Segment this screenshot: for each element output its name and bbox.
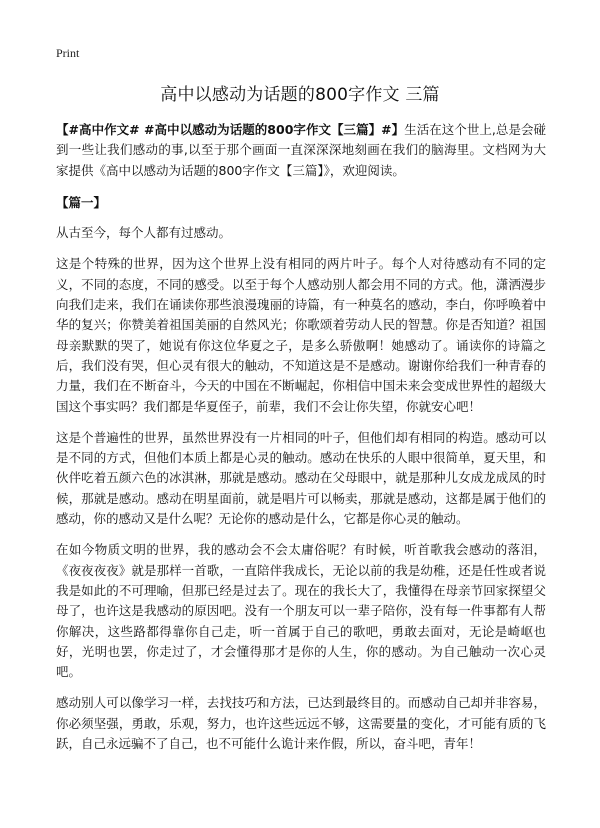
page-title: 高中以感动为话题的800字作文 三篇 [160, 85, 440, 105]
intro-paragraph [56, 120, 546, 181]
paragraph: 这是个特殊的世界，因为这个世界上没有相同的两片叶子。每个人对待感动有不同的定义，不同的态度，不同的感受。以至于每个人感动别人都会用不同的方式。他，潇洒漫步向我们走来，我们在诵读你那些浪漫瑰丽的诗篇，有一种莫名的感动，李白，你呼唤着中华的复兴；你赞美着祖国美丽的自然风光；你歌颂着劳动人民的智慧。你是否知道？祖国母亲默默的哭了，她说有你这位华夏之子，是多么骄傲啊！她感动了。诵读你的诗篇之后，我们没有哭，但心灵有很大的触动，不知道这是不是感动。谢谢你给我们一种青春的力量，我们在不断奋斗，今天的中国在不断崛起，你相信中国未来会变成世界性的超级大国这个事实吗？我们都是华夏侄子，前辈，我们不会让你失望，你就安心吧！ [56, 256, 546, 414]
article-body [56, 120, 546, 765]
section-heading: 【篇一】 [56, 194, 107, 210]
intro-text: 生活在这个世上,总是会碰到一些让我们感动的事,以至于那个画面一直深深深地刻画在我们的脑海里。文档网为大家提供《高中以感动为话题的800字作文【三篇】》，欢迎阅读。 [56, 122, 547, 178]
print-link[interactable]: Print [56, 46, 80, 60]
paragraph: 从古至今，每个人都有过感动。 [56, 225, 232, 241]
paragraph: 这是个普遍性的世界，虽然世界没有一片相同的叶子，但他们却有相同的构造。感动可以是不同的方式，但他们本质上都是心灵的触动。感动在快乐的人眼中很简单，夏天里，和伙伴吃着五颜六色的冰淇淋，那就是感动。感动在父母眼中，就是那种儿女成龙成凤的时候，那就是感动。感动在明星面前，就是唱片可以畅卖，那就是感动，这都是属于他们的感动，你的感动又是什么呢？无论你的感动是什么，它都是你心灵的触动。 [56, 429, 546, 527]
intro-tag: 【#高中作文# #高中以感动为话题的800字作文【三篇】#】 [56, 122, 405, 137]
paragraph: 感动别人可以像学习一样，去找技巧和方法，已达到最终目的。而感动自己却并非容易，你必须坚强，勇敢，乐观，努力，也许这些远远不够，这需要量的变化，才可能有质的飞跃，自己永远骗不了自己，也不可能什么诡计来作假，所以，奋斗吧，青年！ [56, 695, 546, 752]
paragraph: 在如今物质文明的世界，我的感动会不会太庸俗呢？有时候，听首歌我会感动的落泪，《夜夜夜夜》就是那样一首歌，一直陪伴我成长，无论以前的我是幼稚，还是任性或者说我是如此的不可理喻，但那已经是过去了。现在的我长大了，我懂得在母亲节回家探望父母了，也许这是我感动的原因吧。没有一个朋友可以一辈子陪你，没有每一件事都有人帮你解决，这些路都得靠你自己走，听一首属于自己的歌吧，勇敢去面对，无论是崎岖也好，光明也罢，你走过了，才会懂得那才是你的人生，你的感动。为自己触动一次心灵吧。 [56, 542, 546, 680]
